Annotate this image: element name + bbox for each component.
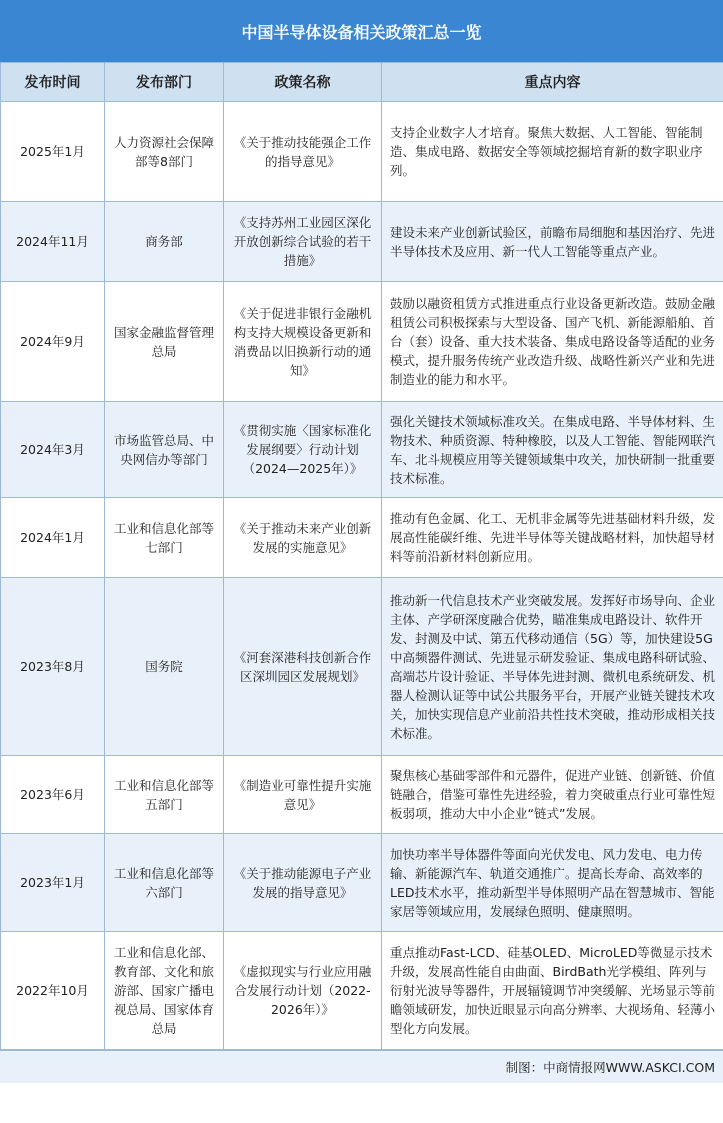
- cell-department: 工业和信息化部等七部门: [105, 498, 224, 578]
- cell-department: 国务院: [105, 578, 224, 756]
- cell-department: 人力资源社会保障部等8部门: [105, 102, 224, 202]
- cell-policy-name: 《支持苏州工业园区深化开放创新综合试验的若干措施》: [224, 202, 382, 282]
- cell-date: 2024年11月: [1, 202, 105, 282]
- cell-policy-name: 《关于促进非银行金融机构支持大规模设备更新和消费品以旧换新行动的通知》: [224, 282, 382, 402]
- header-key-content: 重点内容: [382, 63, 723, 102]
- cell-date: 2023年8月: [1, 578, 105, 756]
- cell-department: 工业和信息化部等五部门: [105, 756, 224, 834]
- cell-date: 2024年3月: [1, 402, 105, 498]
- table-row: [1, 102, 723, 202]
- table-row: [1, 756, 723, 834]
- table-row: [1, 282, 723, 402]
- cell-policy-name: 《虚拟现实与行业应用融合发展行动计划（2022-2026年）》: [224, 932, 382, 1050]
- cell-key-content: 重点推动Fast-LCD、硅基OLED、MicroLED等微显示技术升级，发展高性能自由曲面、BirdBath光学模组、阵列与衍射光波导等器件，开展辐镜调节冲突缓解、光场显示等前瞻领域研发，加快近眼显示向高分辨率、大视场角、轻薄小型化方向发展。: [382, 932, 723, 1050]
- cell-policy-name: 《制造业可靠性提升实施意见》: [224, 756, 382, 834]
- source-credit: 制图：中商情报网WWW.ASKCI.COM: [0, 1050, 723, 1083]
- cell-policy-name: 《河套深港科技创新合作区深圳园区发展规划》: [224, 578, 382, 756]
- cell-policy-name: 《贯彻实施〈国家标准化发展纲要〉行动计划（2024—2025年）》: [224, 402, 382, 498]
- cell-key-content: 推动有色金属、化工、无机非金属等先进基础材料升级，发展高性能碳纤维、先进半导体等关键战略材料，加快超导材料等前沿新材料创新应用。: [382, 498, 723, 578]
- page-title: 中国半导体设备相关政策汇总一览: [0, 0, 723, 62]
- cell-date: 2023年6月: [1, 756, 105, 834]
- cell-department: 市场监管总局、中央网信办等部门: [105, 402, 224, 498]
- table-header-row: [1, 63, 723, 102]
- cell-department: 工业和信息化部等六部门: [105, 834, 224, 932]
- table-row: [1, 202, 723, 282]
- table-row: [1, 834, 723, 932]
- cell-policy-name: 《关于推动能源电子产业发展的指导意见》: [224, 834, 382, 932]
- cell-key-content: 强化关键技术领域标准攻关。在集成电路、半导体材料、生物技术、种质资源、特种橡胶，以及人工智能、智能网联汽车、北斗规模应用等关键领域集中攻关，加快研制一批重要技术标准。: [382, 402, 723, 498]
- cell-department: 商务部: [105, 202, 224, 282]
- cell-key-content: 支持企业数字人才培育。聚焦大数据、人工智能、智能制造、集成电路、数据安全等领域挖掘培育新的数字职业序列。: [382, 102, 723, 202]
- cell-key-content: 建设未来产业创新试验区，前瞻布局细胞和基因治疗、先进半导体技术及应用、新一代人工智能等重点产业。: [382, 202, 723, 282]
- cell-date: 2023年1月: [1, 834, 105, 932]
- table-row: [1, 932, 723, 1050]
- cell-date: 2022年10月: [1, 932, 105, 1050]
- table-row: [1, 578, 723, 756]
- policy-table: [0, 62, 723, 1050]
- cell-department: 国家金融监督管理总局: [105, 282, 224, 402]
- cell-date: 2024年1月: [1, 498, 105, 578]
- cell-key-content: 推动新一代信息技术产业突破发展。发挥好市场导向、企业主体、产学研深度融合优势，瞄准集成电路设计、软件开发、封测及中试、第五代移动通信（5G）等，加快建设5G中高频器件测试、先进显示研发验证、集成电路科研试验、高端芯片设计验证、半导体先进封测、微机电系统研发、机器人检测认证等中试公共服务平台，开展产业链关键技术攻关，加快实现信息产业前沿共性技术突破，推动形成相关技术标准。: [382, 578, 723, 756]
- cell-policy-name: 《关于推动未来产业创新发展的实施意见》: [224, 498, 382, 578]
- header-department: 发布部门: [105, 63, 224, 102]
- cell-key-content: 鼓励以融资租赁方式推进重点行业设备更新改造。鼓励金融租赁公司积极探索与大型设备、国产飞机、新能源船舶、首台（套）设备、重大技术装备、集成电路设备等适配的业务模式，提升服务传统产业改造升级、战略性新兴产业和先进制造业的能力和水平。: [382, 282, 723, 402]
- cell-date: 2025年1月: [1, 102, 105, 202]
- cell-date: 2024年9月: [1, 282, 105, 402]
- cell-policy-name: 《关于推动技能强企工作的指导意见》: [224, 102, 382, 202]
- header-date: 发布时间: [1, 63, 105, 102]
- header-policy-name: 政策名称: [224, 63, 382, 102]
- table-row: [1, 498, 723, 578]
- table-row: [1, 402, 723, 498]
- cell-key-content: 加快功率半导体器件等面向光伏发电、风力发电、电力传输、新能源汽车、轨道交通推广。提高长寿命、高效率的LED技术水平，推动新型半导体照明产品在智慧城市、智能家居等领域应用，发展绿色照明、健康照明。: [382, 834, 723, 932]
- cell-key-content: 聚焦核心基础零部件和元器件，促进产业链、创新链、价值链融合，借鉴可靠性先进经验，着力突破重点行业可靠性短板弱项，推动大中小企业“链式”发展。: [382, 756, 723, 834]
- cell-department: 工业和信息化部、教育部、文化和旅游部、国家广播电视总局、国家体育总局: [105, 932, 224, 1050]
